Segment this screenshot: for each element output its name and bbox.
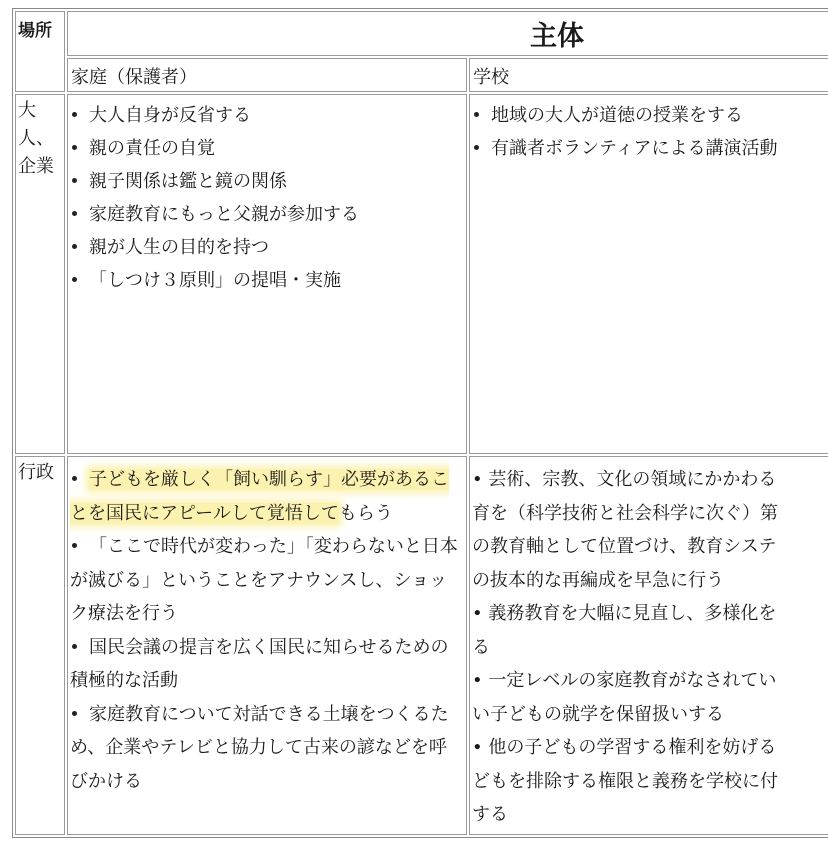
home-cell [67, 456, 467, 835]
home-cell [67, 94, 467, 454]
list-item: 地域の大人が道徳の授業をする [472, 99, 828, 132]
text-line: る [472, 636, 490, 658]
row-place-label [15, 94, 65, 454]
list-item: 大人自身が反省する [70, 99, 464, 132]
table-row [15, 94, 828, 454]
subject-header: 主体 [67, 11, 828, 56]
text-line: の抜本的な再編成を早急に行う [472, 569, 724, 591]
school-cell [469, 456, 828, 835]
text-line: の教育軸として位置づけ、教育システ [472, 536, 777, 557]
bullet-icon [474, 145, 479, 150]
text-line: • 義務教育を大幅に見直し、多様化を [472, 603, 777, 624]
row-place-text: 大人、企業 [18, 100, 54, 177]
list-item: 家庭教育にもっと父親が参加する [70, 198, 464, 231]
row-place-text: 行政 [18, 462, 54, 483]
paragraph: 子どもを厳しく「飼い馴らす」必要があることを国民にアピールして覚悟してもらう [70, 469, 449, 524]
text-line: どもを排除する権限と義務を学校に付 [472, 770, 778, 792]
text-line: • 芸術、宗教、文化の領域にかかわる [472, 469, 777, 490]
bullet-icon [72, 644, 77, 649]
list-item: 「しつけ３原則」の提唱・実施 [70, 264, 464, 297]
highlighted-text: 子どもを厳しく「飼い馴らす」必要があることを国民にアピールして覚悟して [70, 469, 449, 524]
text-line: • 一定レベルの家庭教育がなされてい [472, 670, 777, 691]
home-column-header: 家庭（保護者） [67, 58, 467, 92]
header-row [15, 11, 828, 56]
bullet-icon [72, 178, 77, 183]
text-line: する [472, 804, 508, 825]
paragraph: 国民会議の提言を広く国民に知らせるための積極的な活動 [70, 636, 449, 691]
responsibility-table [12, 8, 828, 838]
school-column-header: 学校 [469, 58, 828, 92]
subheader-row [15, 58, 828, 92]
row-place-label [15, 456, 65, 835]
bullet-icon [72, 145, 77, 150]
text-line: い子どもの就学を保留扱いする [472, 703, 724, 725]
paragraph: 「ここで時代が変わった」「変わらないと日本が滅びる」ということをアナウンスし、ショック療法を行う [70, 536, 458, 624]
bullet-icon [72, 277, 77, 282]
home-list [70, 99, 464, 297]
school-list [472, 99, 828, 165]
text-line: 育を（科学技術と社会科学に次ぐ）第 [472, 502, 778, 524]
paragraph: 家庭教育について対話できる土壌をつくるため、企業やテレビと協力して古来の諺などを呼びかける [70, 703, 449, 792]
list-item: 親が人生の目的を持つ [70, 231, 464, 264]
bullet-icon [72, 244, 77, 249]
bullet-icon [72, 476, 77, 481]
list-item: 親子関係は鑑と鏡の関係 [70, 165, 464, 198]
list-item: 親の責任の自覚 [70, 132, 464, 165]
bullet-icon [474, 112, 479, 117]
bullet-icon [72, 543, 77, 548]
bullet-icon [72, 211, 77, 216]
document-frame [12, 8, 828, 848]
place-header: 場所 [15, 11, 65, 92]
list-item: 有識者ボランティアによる講演活動 [472, 132, 828, 165]
bullet-icon [72, 711, 77, 716]
table-row [15, 456, 828, 835]
text-line: • 他の子どもの学習する権利を妨げる [472, 737, 777, 758]
bullet-icon [72, 112, 77, 117]
school-cell [469, 94, 828, 454]
